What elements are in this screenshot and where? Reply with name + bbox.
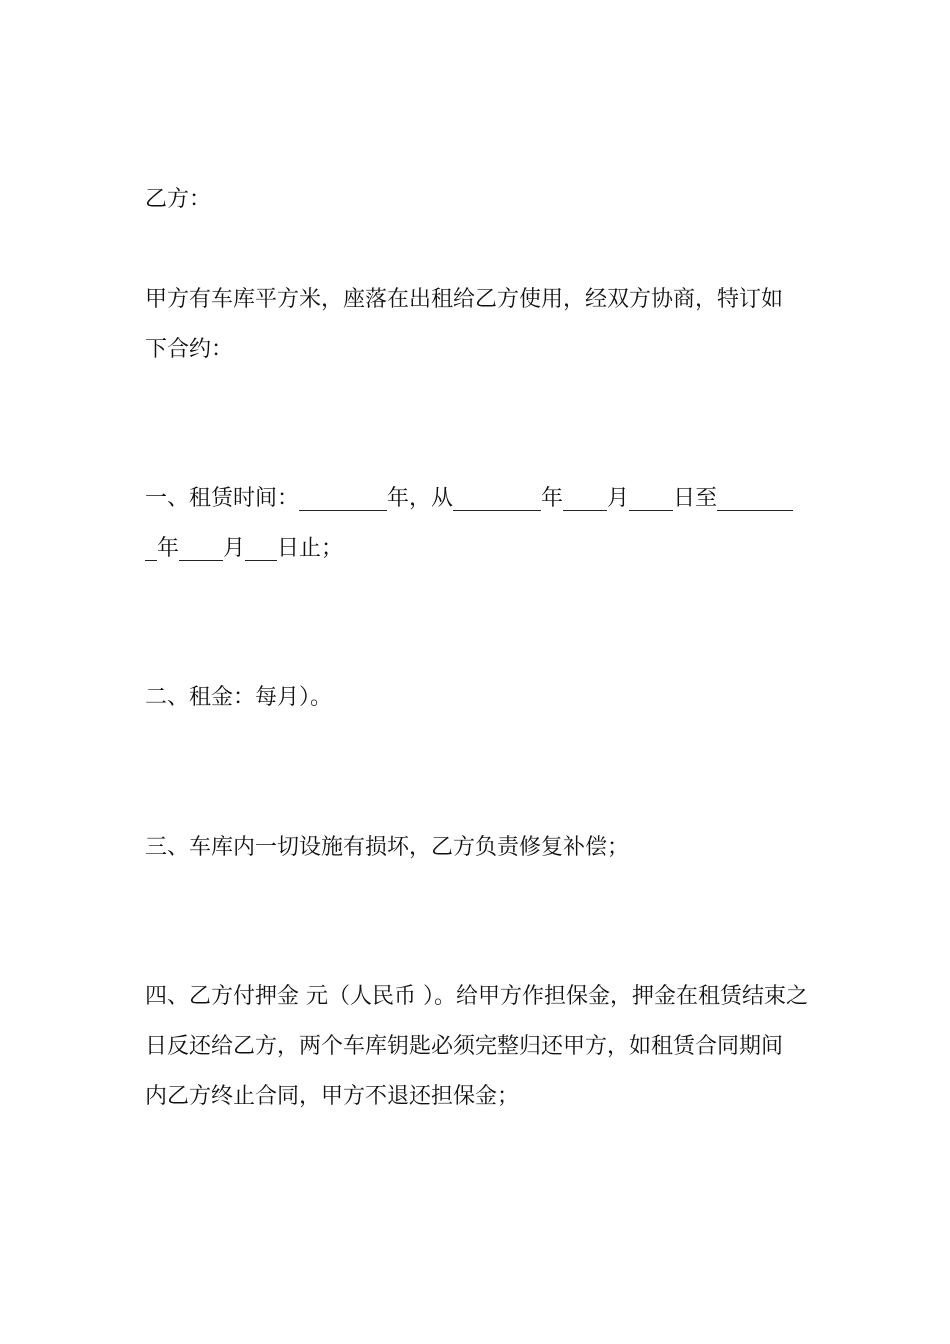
- clause-4-line-3: 内乙方终止合同，甲方不退还担保金；: [145, 1084, 520, 1109]
- intro-paragraph: [145, 275, 810, 375]
- clause-2-paragraph: [145, 673, 810, 723]
- clause-4-paragraph: [145, 972, 810, 1122]
- clause-4-line-2: 日反还给乙方，两个车库钥匙必须完整归还甲方，如租赁合同期间: [145, 1034, 784, 1059]
- clause-4-line-1: 四、乙方付押金 元（人民币 ）。给甲方作担保金，押金在租赁结束之: [145, 984, 808, 1009]
- clause-1-end-month-label: 月: [223, 536, 246, 561]
- clause-1-day-to: 日至: [673, 486, 718, 511]
- clause-1-line-1: [145, 474, 810, 524]
- end-year-blank[interactable]: [717, 484, 793, 511]
- intro-line-1: 甲方有车库平方米，座落在出租给乙方使用，经双方协商，特订如: [145, 287, 784, 312]
- clause-2-text: 二、租金：每月）。: [145, 685, 333, 710]
- end-year-blank-cont[interactable]: [145, 534, 157, 561]
- clause-1-line-2: [145, 524, 810, 574]
- lease-years-blank[interactable]: [299, 484, 387, 511]
- clause-1-month-label: 月: [607, 486, 630, 511]
- intro-line-2: 下合约：: [145, 337, 234, 362]
- start-day-blank[interactable]: [629, 484, 673, 511]
- clause-1-prefix: 一、租赁时间：: [145, 486, 300, 511]
- clause-1-paragraph: [145, 474, 810, 574]
- clause-1-year-label: 年: [541, 486, 564, 511]
- clause-1-year-unit: 年，从: [387, 486, 454, 511]
- clause-3-text: 三、车库内一切设施有损坏，乙方负责修复补偿；: [145, 835, 630, 860]
- start-month-blank[interactable]: [563, 484, 607, 511]
- end-day-blank[interactable]: [245, 534, 277, 561]
- party-b-label: 乙方：: [145, 187, 212, 212]
- start-year-blank[interactable]: [453, 484, 541, 511]
- clause-1-day-end: 日止；: [277, 536, 344, 561]
- clause-1-end-year-label: 年: [157, 536, 180, 561]
- party-b-line: [145, 175, 810, 225]
- end-month-blank[interactable]: [179, 534, 223, 561]
- clause-3-paragraph: [145, 823, 810, 873]
